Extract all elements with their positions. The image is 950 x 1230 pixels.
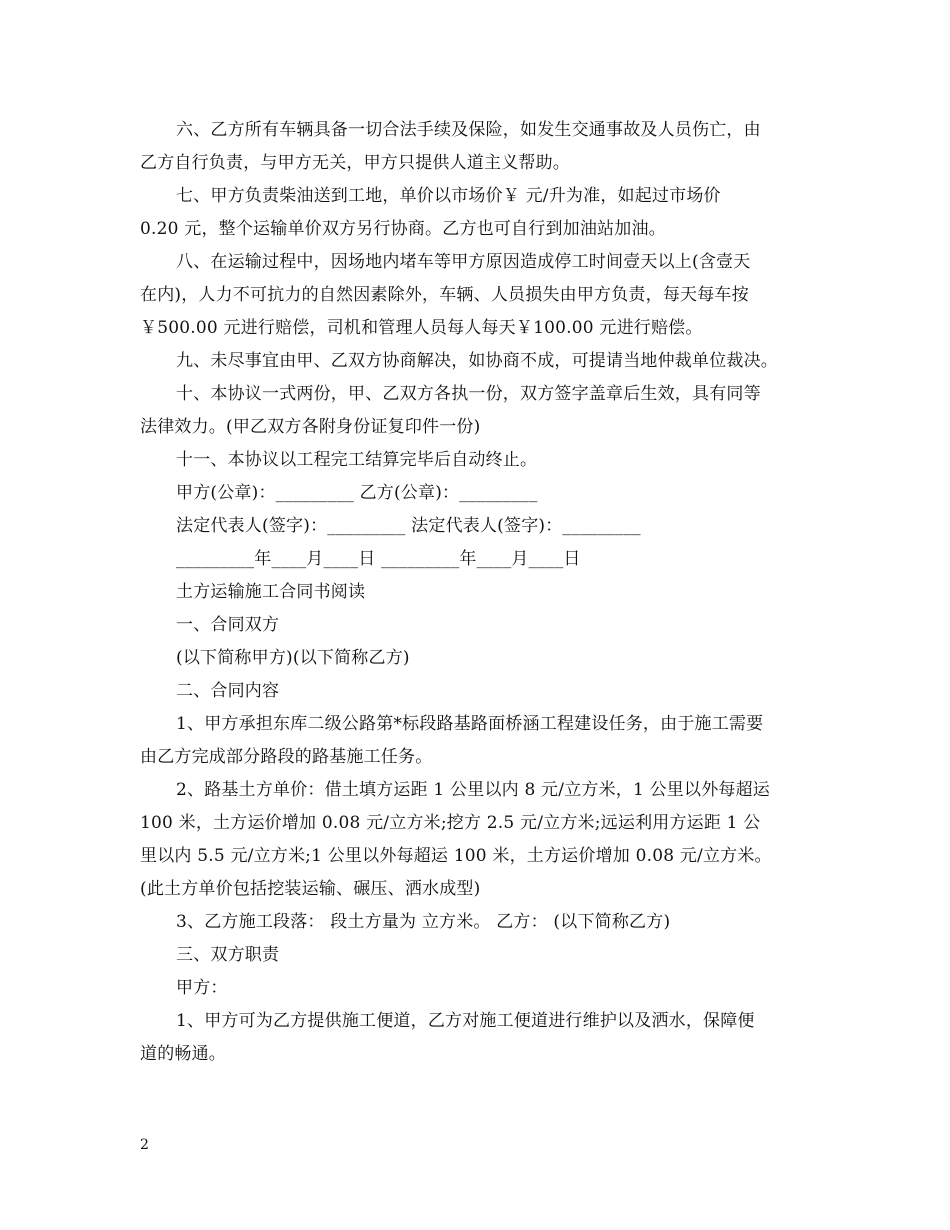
text-line: (此土方单价包括挖装运输、碾压、洒水成型) xyxy=(140,879,481,899)
text-line: 里以内 5.5 元/立方米;1 公里以外每超运 100 米，土方运价增加 0.08 元/立方米。 xyxy=(140,846,772,866)
text-line: 三、双方职责 xyxy=(176,945,280,965)
text-line: 乙方自行负责，与甲方无关，甲方只提供人道主义帮助。 xyxy=(140,153,570,173)
text-line: 甲方： xyxy=(176,978,228,998)
text-line: 2、路基土方单价：借土填方运距 1 公里以内 8 元/立方米，1 公里以外每超运 xyxy=(176,780,771,800)
text-line: 甲方(公章)：_________ 乙方(公章)：_________ xyxy=(176,483,538,503)
text-line: _________年____月____日 _________年____月____日 xyxy=(176,549,581,569)
text-line: 法律效力。(甲乙双方各附身份证复印件一份) xyxy=(140,417,481,437)
text-line: 法定代表人(签字)：_________ 法定代表人(签字)：_________ xyxy=(176,516,641,536)
text-line: 六、乙方所有车辆具备一切合法手续及保险，如发生交通事故及人员伤亡，由 xyxy=(176,120,761,140)
text-line: 土方运输施工合同书阅读 xyxy=(176,582,366,602)
text-line: 在内)，人力不可抗力的自然因素除外，车辆、人员损失由甲方负责，每天每车按 xyxy=(140,285,749,305)
text-line: 十、本协议一式两份，甲、乙双方各执一份，双方签字盖章后生效，具有同等 xyxy=(176,384,761,404)
text-line: 100 米，土方运价增加 0.08 元/立方米;挖方 2.5 元/立方米;远运利用方运距 1 公 xyxy=(140,813,761,833)
text-line: (以下简称甲方)(以下简称乙方) xyxy=(176,648,410,668)
text-line: 七、甲方负责柴油送到工地，单价以市场价￥ 元/升为准，如起过市场价 xyxy=(176,186,721,206)
document-body xyxy=(140,114,816,1071)
text-line: ￥500.00 元进行赔偿，司机和管理人员每人每天￥100.00 元进行赔偿。 xyxy=(140,318,703,338)
text-line: 十一、本协议以工程完工结算完毕后自动终止。 xyxy=(176,450,538,470)
text-line: 八、在运输过程中，因场地内堵车等甲方原因造成停工时间壹天以上(含壹天 xyxy=(176,252,751,272)
text-line: 道的畅通。 xyxy=(140,1044,226,1064)
text-line: 由乙方完成部分路段的路基施工任务。 xyxy=(140,747,433,767)
text-line: 0.20 元，整个运输单价双方另行协商。乙方也可自行到加油站加油。 xyxy=(140,219,666,239)
text-line: 3、乙方施工段落： 段土方量为 立方米。 乙方： (以下简称乙方) xyxy=(176,912,671,932)
text-line: 二、合同内容 xyxy=(176,681,280,701)
text-line: 1、甲方可为乙方提供施工便道，乙方对施工便道进行维护以及洒水，保障便 xyxy=(176,1011,755,1031)
text-line: 1、甲方承担东库二级公路第*标段路基路面桥涵工程建设任务，由于施工需要 xyxy=(176,714,764,734)
text-line: 九、未尽事宜由甲、乙双方协商解决，如协商不成，可提请当地仲裁单位裁决。 xyxy=(176,351,778,371)
text-line: 一、合同双方 xyxy=(176,615,280,635)
page-number: 2 xyxy=(140,1137,149,1153)
